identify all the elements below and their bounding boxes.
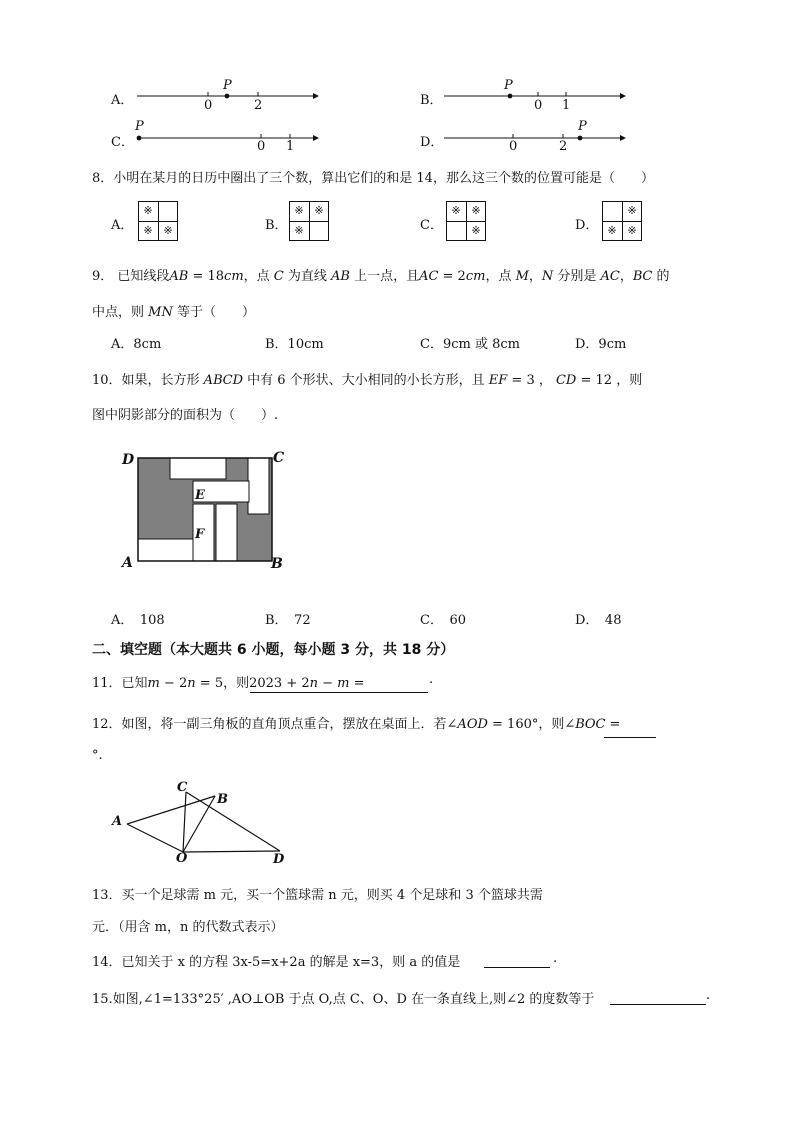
calendar-grid-a [138,201,178,241]
section-heading: 二、填空题（本大题共 6 小题，每小题 3 分，共 18 分） [92,642,455,658]
option-letter: B． [420,93,443,108]
q10-option-b: B． 72 [265,613,311,628]
answer-blank [610,1004,706,1005]
label-b: B [217,792,228,807]
circled-mark: ※ [143,204,153,217]
question-10-line-1: 10．如果，长方形 𝐴𝐵𝐶𝐷 中有 6 个形状、大小相同的小长方形，且 𝐸𝐹 = 3 ， 𝐶𝐷 = 12 ，则 [92,373,643,388]
label-f: F [195,527,205,542]
label-c: C [177,780,188,795]
rectangle-abcd-figure [120,448,295,578]
circled-mark: ※ [471,224,481,237]
circled-mark: ※ [294,204,304,217]
period: . [706,988,711,1003]
number-line [133,120,323,154]
question-9-line-1: 9． 已知线段𝐴𝐵 = 18𝑐𝑚，点 𝐶 为直线 𝐴𝐵 上一点，且𝐴𝐶 = 2𝑐𝑚，点 𝑀，𝑁 分别是 𝐴𝐶，𝐵𝐶 的 [92,269,670,284]
q9-option-b: B．10cm [265,337,324,352]
option-letter: D． [420,135,444,150]
circled-mark: ※ [451,204,461,217]
calendar-grid-c [446,201,486,241]
q10-option-d: D． 48 [575,613,622,628]
label-c: C [273,450,285,466]
tick-label: 0 [534,98,543,113]
option-letter: B． [265,218,288,233]
answer-blank [604,737,656,738]
label-a: A [122,555,133,571]
question-12-line-2: °. [92,748,103,763]
option-letter: A． [111,218,134,233]
circled-mark: ※ [314,204,324,217]
circled-mark: ※ [471,204,481,217]
q9-option-c: C．9cm 或 8cm [420,337,520,352]
number-line [440,120,630,154]
answer-blank [250,692,428,693]
label-o: O [176,851,188,866]
triangle-boards-figure [110,778,300,868]
option-letter: D． [575,218,599,233]
circled-mark: ※ [607,224,617,237]
q10-option-a: A． 108 [111,613,165,628]
tick-label: 1 [562,98,571,113]
option-letter: C． [420,218,443,233]
tick-label: 0 [509,139,518,154]
label-b: B [271,556,283,572]
point-label: P [578,119,587,134]
question-10-line-2: 图中阴影部分的面积为（ ）. [92,408,279,423]
tick-label: 0 [257,139,266,154]
period: . [553,951,558,966]
point-label: P [504,78,513,93]
question-13-line-1: 13．买一个足球需 m 元，买一个篮球需 n 元，则买 4 个足球和 3 个篮球共需 [92,888,543,903]
question-8: 8．小明在某月的日历中圈出了三个数，算出它们的和是 14，那么这三个数的位置可能是（ ） [92,171,654,186]
question-12-line-1: 12．如图，将一副三角板的直角顶点重合，摆放在桌面上．若∠𝐴𝑂𝐷 = 160°，则∠𝐵𝑂𝐶 = [92,717,621,732]
option-letter: C． [111,135,134,150]
point-label: P [135,119,144,134]
tick-label: 2 [254,98,263,113]
circled-mark: ※ [163,224,173,237]
label-d: D [122,452,135,468]
question-9-line-2: 中点，则 𝑀𝑁 等于（ ） [92,305,255,320]
period: . [429,672,434,687]
tick-label: 1 [286,139,295,154]
q9-option-d: D．9cm [575,337,627,352]
q9-option-a: A．8cm [111,337,162,352]
question-15: 15.如图,∠1=133°25′ ,AO⊥OB 于点 O,点 C、O、D 在一条直线上,则∠2 的度数等于 [92,992,595,1007]
label-a: A [112,814,123,829]
label-d: D [273,852,285,867]
circled-mark: ※ [294,224,304,237]
q10-option-c: C． 60 [420,613,466,628]
tick-label: 0 [204,98,213,113]
circled-mark: ※ [627,224,637,237]
calendar-grid-d [602,201,642,241]
circled-mark: ※ [627,204,637,217]
label-e: E [195,488,205,503]
question-14: 14．已知关于 x 的方程 3x-5=x+2a 的解是 x=3，则 a 的值是 [92,955,461,970]
calendar-grid-b [289,201,329,241]
circled-mark: ※ [143,224,153,237]
question-11: 11．已知𝑚 − 2𝑛 = 5，则2023 + 2𝑛 − 𝑚 = [92,676,365,691]
option-letter: A． [111,93,134,108]
question-13-line-2: 元．（用含 m，n 的代数式表示） [92,920,284,935]
tick-label: 2 [559,139,568,154]
point-label: P [223,78,232,93]
answer-blank [484,967,550,968]
